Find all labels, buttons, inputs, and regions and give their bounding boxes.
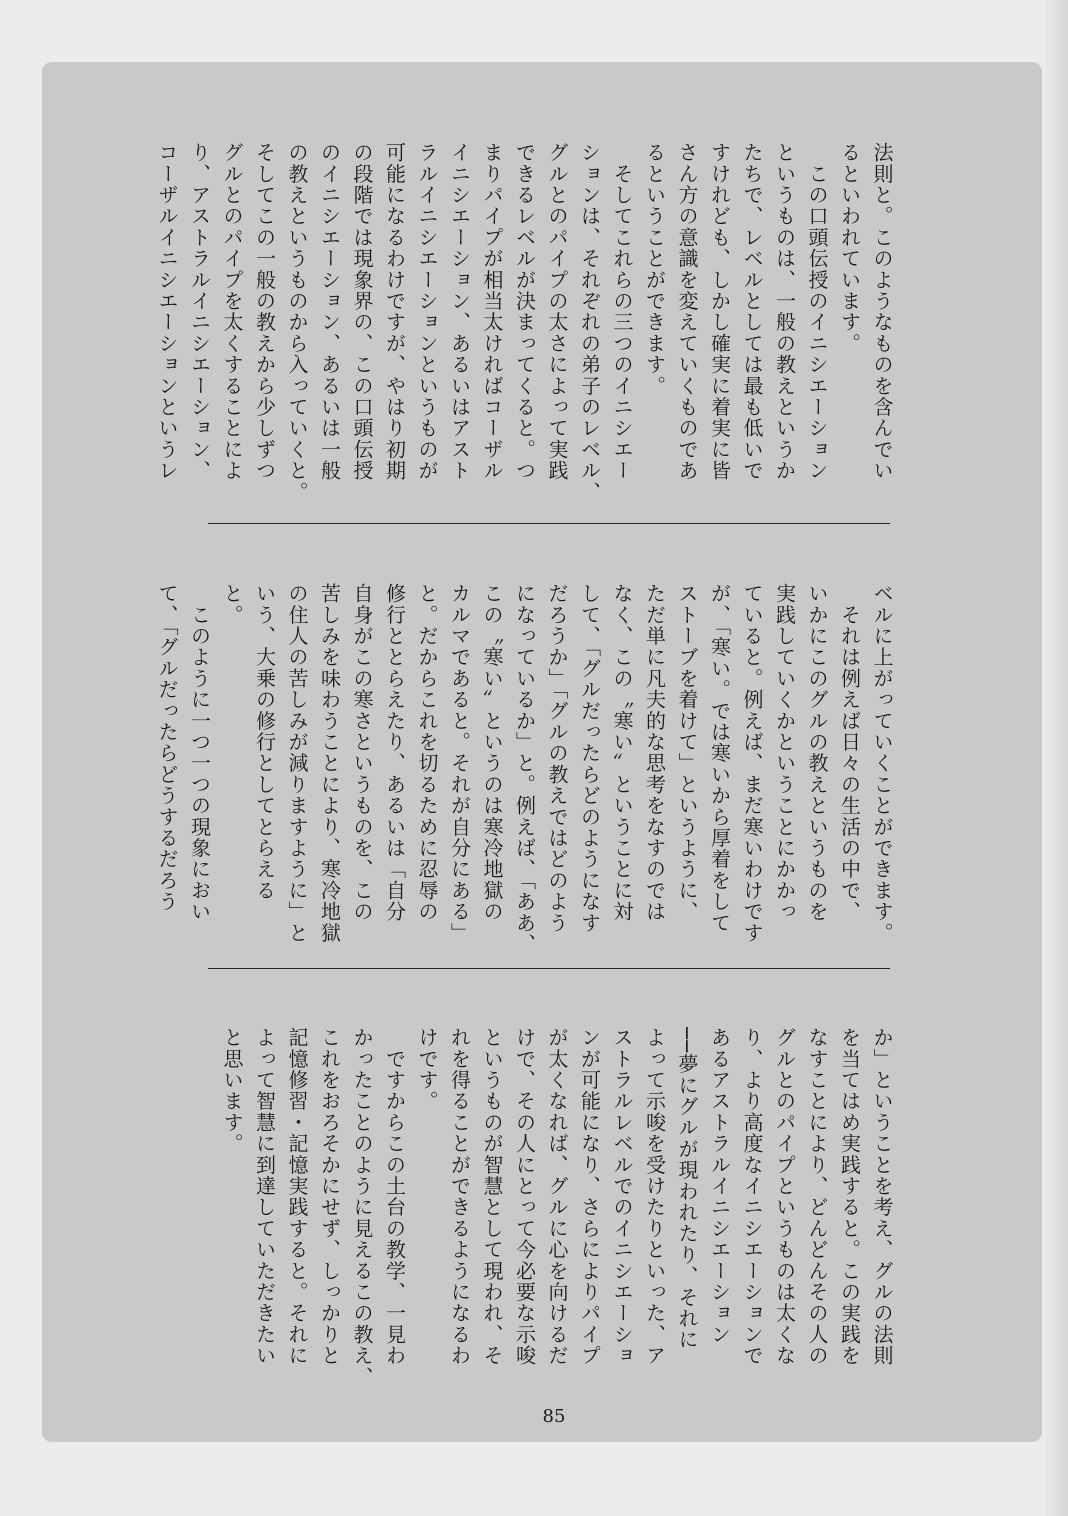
text-column: かったことのように見えるこの教え、 bbox=[350, 1027, 374, 1388]
page-edge bbox=[1046, 0, 1068, 1516]
text-column: グルとのパイプの太さによって実践 bbox=[545, 142, 569, 482]
text-column: というものは、一般の教えというか bbox=[772, 142, 797, 482]
text-column: けで、その人にとって今必要な示唆 bbox=[512, 1027, 537, 1367]
text-column: と。 bbox=[220, 583, 244, 626]
text-column: イニシエーション、あるいはアスト bbox=[447, 142, 472, 482]
text-column: というものが智慧として現われ、そ bbox=[480, 1027, 504, 1367]
section-divider-top bbox=[208, 523, 890, 524]
text-column: そしてこの一般の教えから少しずつ bbox=[252, 142, 277, 482]
text-column: の教えというものから入っていくと。 bbox=[285, 142, 309, 503]
text-column: だろうか」「グルの教えではどのよう bbox=[545, 583, 569, 934]
text-column: るということができます。 bbox=[642, 142, 667, 397]
text-column: さん方の意識を変えていくものであ bbox=[675, 142, 699, 482]
text-column: 苦しみを味わうことにより、寒冷地獄 bbox=[317, 583, 342, 944]
text-column: たちで、レベルとしては最も低いで bbox=[740, 142, 764, 482]
text-block-bottom bbox=[220, 1027, 898, 1388]
text-block-top bbox=[155, 142, 898, 510]
text-column: グルとのパイプを太くすることによ bbox=[220, 142, 244, 482]
text-column: 自身がこの寒さというものを、この bbox=[350, 583, 374, 923]
text-block-middle bbox=[155, 583, 898, 955]
text-column: れを得ることができるようになるわ bbox=[447, 1027, 472, 1367]
text-column: 記憶修習・記憶実践すると。それに bbox=[285, 1027, 309, 1367]
text-column: り、より高度なイニシエーションで bbox=[740, 1027, 764, 1367]
text-column: ていると。例えば、まだ寒いわけです bbox=[740, 583, 764, 944]
text-column: よって智慧に到達していただきたい bbox=[252, 1027, 277, 1367]
text-column: のイニシエーション、あるいは一般 bbox=[317, 142, 342, 482]
text-column: るといわれています。 bbox=[837, 142, 862, 354]
text-column: が太くなれば、グルに心を向けるだ bbox=[545, 1027, 569, 1367]
text-column: ──夢にグルが現われたり、それに bbox=[675, 1027, 699, 1351]
text-column: いう、大乗の修行としてとらえる bbox=[252, 583, 277, 901]
text-column: ストーブを着けて」というように、 bbox=[675, 583, 699, 923]
text-column: して、「グルだったらどのようになす bbox=[577, 583, 602, 934]
text-column: なく、この〝寒い〟ということに対 bbox=[610, 583, 634, 923]
text-column: コーザルイニシエーションというレ bbox=[155, 142, 179, 482]
text-column: ンが可能になり、さらによりパイプ bbox=[577, 1027, 602, 1367]
text-column: すけれども、しかし確実に着実に皆 bbox=[707, 142, 732, 482]
text-column: り、アストラルイニシエーション、 bbox=[187, 142, 212, 482]
text-column: の段階では現象界の、この口頭伝授 bbox=[350, 142, 374, 482]
text-column: 法則と。このようなものを含んでい bbox=[870, 142, 894, 482]
text-column: まりパイプが相当太ければコーザル bbox=[480, 142, 504, 482]
text-column: を当てはめ実践すると。この実践を bbox=[837, 1027, 862, 1367]
text-column: けです。 bbox=[415, 1027, 439, 1112]
text-column: この〝寒い〟というのは寒冷地獄の bbox=[480, 583, 504, 923]
text-column: カルマであると。それが自分にある」 bbox=[447, 583, 472, 944]
text-column: なすことにより、どんどんその人の bbox=[805, 1027, 829, 1367]
text-column: 可能になるわけですが、やはり初期 bbox=[382, 142, 407, 482]
text-column: このように一つ一つの現象におい bbox=[187, 583, 212, 923]
text-column: と思います。 bbox=[220, 1027, 244, 1155]
text-column: て、「グルだったらどうするだろう bbox=[155, 583, 179, 913]
text-column: できるレベルが決まってくると。つ bbox=[512, 142, 537, 482]
text-column: が、「寒い。では寒いから厚着をして bbox=[707, 583, 732, 934]
text-column: ただ単に凡夫的な思考をなすのでは bbox=[642, 583, 667, 923]
text-column: これをおろそかにせず、しっかりと bbox=[317, 1027, 342, 1367]
text-column: そしてこれらの三つのイニシエー bbox=[610, 142, 634, 482]
text-column: ですからこの土台の教学、一見わ bbox=[382, 1027, 407, 1367]
text-column: よって示唆を受けたりといった、ア bbox=[642, 1027, 667, 1367]
text-column: ションは、それぞれの弟子のレベル、 bbox=[577, 142, 602, 503]
page-number: 85 bbox=[542, 1406, 566, 1427]
text-column: になっているか」と。例えば、「ああ、 bbox=[512, 583, 537, 955]
text-column: か」ということを考え、グルの法則 bbox=[870, 1027, 894, 1367]
section-divider-bottom bbox=[208, 968, 890, 969]
text-column: と。だからこれを切るために忍辱の bbox=[415, 583, 439, 923]
text-column: 修行ととらえたり、あるいは「自分 bbox=[382, 583, 407, 923]
text-column: ラルイニシエーションというものが bbox=[415, 142, 439, 482]
text-column: グルとのパイプというものは太くな bbox=[772, 1027, 797, 1367]
text-column: ベルに上がっていくことができます。 bbox=[870, 583, 894, 944]
text-column: 実践していくかということにかかっ bbox=[772, 583, 797, 923]
text-column: それは例えば日々の生活の中で、 bbox=[837, 583, 862, 923]
text-column: この口頭伝授のイニシエーション bbox=[805, 142, 829, 482]
text-column: ストラルレベルでのイニシエーショ bbox=[610, 1027, 634, 1367]
text-column: あるアストラルイニシエーション bbox=[707, 1027, 732, 1345]
text-column: いかにこのグルの教えというものを bbox=[805, 583, 829, 923]
text-column: の住人の苦しみが減りますように」と bbox=[285, 583, 309, 944]
